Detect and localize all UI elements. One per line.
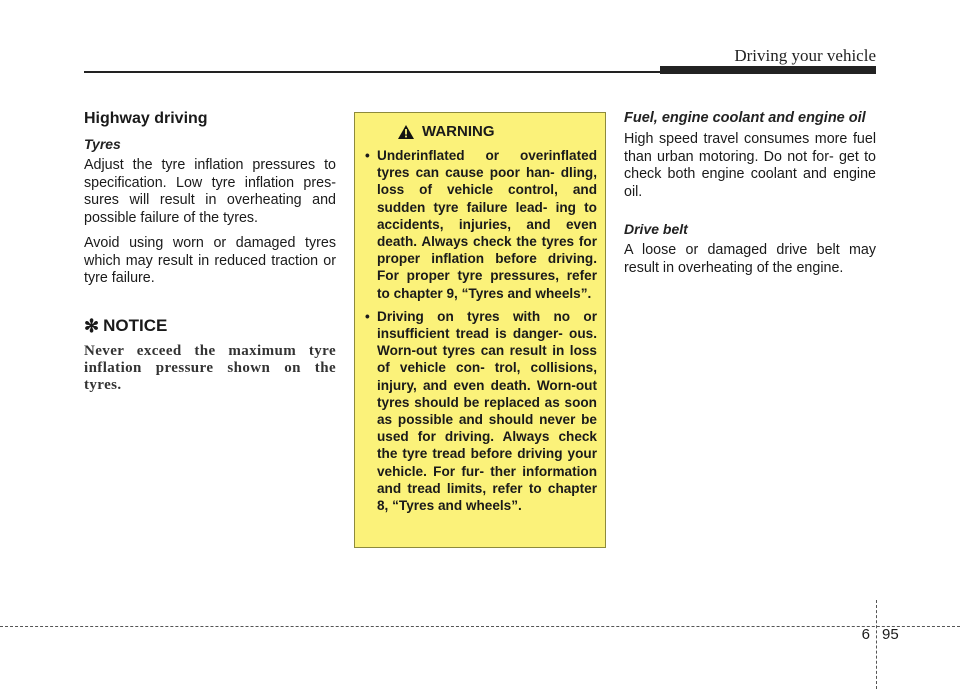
tyres-paragraph-2: Avoid using worn or damaged tyres which may result in reduced traction or tyre failure. [84, 235, 336, 286]
warning-heading [397, 123, 597, 140]
notice-star-icon: ✻ [84, 315, 100, 336]
warning-list [365, 147, 597, 514]
left-column [84, 110, 336, 394]
tyres-paragraph-1: Adjust the tyre inflation pressures to specification. Low tyre inflation pres- sures will result in overheating and possible failure of the tyres. [84, 157, 336, 226]
warning-item-inflation: • Underinflated or overinflated tyres can cause poor han- dling, loss of vehicle control, and sudden tyre failure lead- ing to accidents, injuries, and even death. Always check the tyres for proper inflation before driving. For proper tyre pressures, refer to chapter 9, “Tyres and wheels”. [365, 147, 597, 302]
header-rule [84, 71, 660, 73]
chapter-number: 6 [861, 626, 870, 643]
header-title: Driving your vehicle [734, 46, 876, 65]
notice-text: Never exceed the maximum tyre inflation pressure shown on the tyres. [84, 342, 336, 393]
section-title: Highway driving [84, 110, 208, 127]
warning-item-tread: • Driving on tyres with no or insufficient tread is danger- ous. Worn-out tyres can result in loss of vehicle con- trol, collisions, injury, and even death. Worn-out tyres should be replaced as soon as possible and should never be used for driving. Always check the tyre tread before driving your vehicle. For fur- ther information and tread limits, refer to chapter 8, “Tyres and wheels”. [365, 308, 597, 514]
warning-triangle-icon [397, 124, 415, 140]
notice-title: NOTICE [103, 316, 168, 335]
page-number: 95 [882, 626, 899, 643]
header-rule-bold [660, 66, 876, 74]
belt-paragraph: A loose or damaged drive belt may result in overheating of the engine. [624, 242, 876, 276]
footer-rule [0, 626, 960, 627]
footer-divider [876, 600, 877, 689]
warning-title: WARNING [422, 123, 495, 140]
right-column [624, 110, 876, 285]
fuel-heading: Fuel, engine coolant and engine oil [624, 110, 866, 126]
belt-heading: Drive belt [624, 221, 688, 237]
warning-box [354, 112, 606, 548]
fuel-paragraph: High speed travel consumes more fuel than urban motoring. Do not for- get to check both engine coolant and engine oil. [624, 131, 876, 200]
notice-heading [84, 316, 336, 337]
tyres-heading: Tyres [84, 136, 121, 152]
